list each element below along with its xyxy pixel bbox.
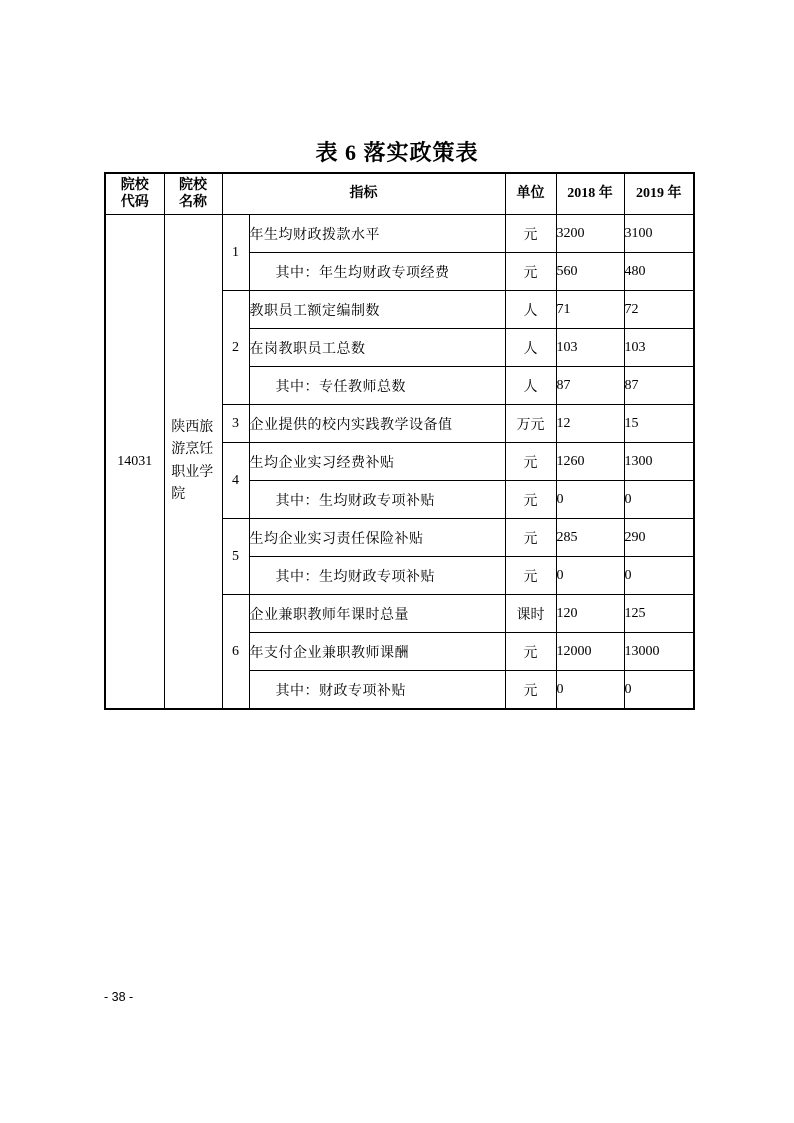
indicator: 在岗教职员工总数 [249, 329, 505, 367]
value-2018: 12000 [556, 633, 624, 671]
value-2019: 1300 [624, 443, 694, 481]
institution-code: 14031 [105, 215, 164, 710]
value-2019: 3100 [624, 215, 694, 253]
unit: 元 [505, 557, 556, 595]
value-2018: 103 [556, 329, 624, 367]
value-2018: 120 [556, 595, 624, 633]
value-2018: 3200 [556, 215, 624, 253]
unit: 元 [505, 671, 556, 710]
value-2019: 0 [624, 671, 694, 710]
table-header [105, 173, 694, 215]
indicator: 企业兼职教师年课时总量 [249, 595, 505, 633]
table-body [105, 215, 694, 710]
header-year-2019: 2019 年 [624, 173, 694, 215]
value-2019: 103 [624, 329, 694, 367]
header-institution-name: 院校名称 [164, 173, 222, 215]
value-2019: 290 [624, 519, 694, 557]
value-2019: 87 [624, 367, 694, 405]
unit: 人 [505, 367, 556, 405]
indicator: 其中：专任教师总数 [249, 367, 505, 405]
value-2019: 480 [624, 253, 694, 291]
value-2018: 560 [556, 253, 624, 291]
value-2019: 0 [624, 557, 694, 595]
header-unit: 单位 [505, 173, 556, 215]
unit: 元 [505, 253, 556, 291]
policy-table [104, 172, 695, 710]
indicator: 年生均财政拨款水平 [249, 215, 505, 253]
table-row [105, 215, 694, 253]
value-2018: 12 [556, 405, 624, 443]
section-number-5: 5 [222, 519, 249, 595]
value-2019: 72 [624, 291, 694, 329]
value-2018: 1260 [556, 443, 624, 481]
indicator: 其中：生均财政专项补贴 [249, 481, 505, 519]
unit: 万元 [505, 405, 556, 443]
section-number-4: 4 [222, 443, 249, 519]
value-2018: 0 [556, 557, 624, 595]
unit: 人 [505, 291, 556, 329]
value-2019: 15 [624, 405, 694, 443]
value-2018: 285 [556, 519, 624, 557]
unit: 元 [505, 481, 556, 519]
header-institution-code: 院校代码 [105, 173, 164, 215]
indicator: 其中：财政专项补贴 [249, 671, 505, 710]
indicator: 其中：年生均财政专项经费 [249, 253, 505, 291]
header-indicator: 指标 [222, 173, 505, 215]
section-number-1: 1 [222, 215, 249, 291]
unit: 元 [505, 633, 556, 671]
table-title: 表 6 落实政策表 [315, 140, 479, 165]
header-year-2018: 2018 年 [556, 173, 624, 215]
indicator: 企业提供的校内实践教学设备值 [249, 405, 505, 443]
institution-name: 陕西旅游烹饪职业学院 [164, 215, 222, 710]
header-row [105, 173, 694, 215]
indicator: 年支付企业兼职教师课酬 [249, 633, 505, 671]
section-number-6: 6 [222, 595, 249, 710]
value-2019: 0 [624, 481, 694, 519]
value-2019: 125 [624, 595, 694, 633]
page-number: - 38 - [104, 990, 134, 1004]
value-2018: 0 [556, 671, 624, 710]
value-2018: 71 [556, 291, 624, 329]
unit: 人 [505, 329, 556, 367]
value-2019: 13000 [624, 633, 694, 671]
section-number-2: 2 [222, 291, 249, 405]
unit: 课时 [505, 595, 556, 633]
indicator: 生均企业实习经费补贴 [249, 443, 505, 481]
indicator: 生均企业实习责任保险补贴 [249, 519, 505, 557]
value-2018: 87 [556, 367, 624, 405]
unit: 元 [505, 215, 556, 253]
unit: 元 [505, 443, 556, 481]
unit: 元 [505, 519, 556, 557]
section-number-3: 3 [222, 405, 249, 443]
value-2018: 0 [556, 481, 624, 519]
indicator: 其中：生均财政专项补贴 [249, 557, 505, 595]
indicator: 教职员工额定编制数 [249, 291, 505, 329]
